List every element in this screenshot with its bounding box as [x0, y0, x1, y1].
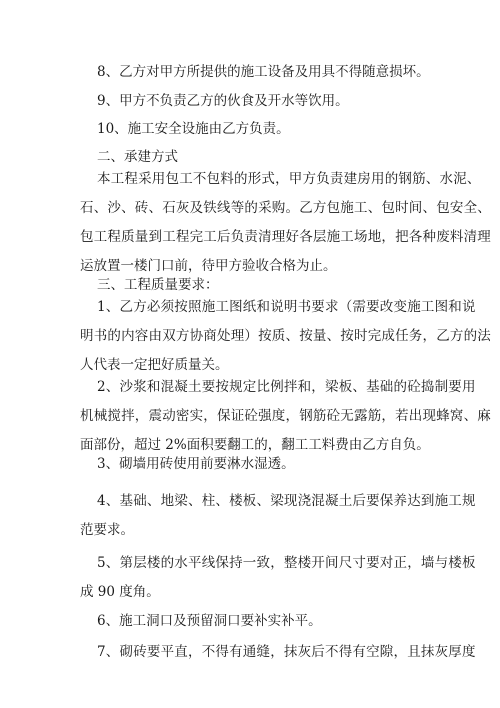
- paragraph-requirement-6: [0, 607, 500, 636]
- text-line: 人代表一定把好质量关。: [80, 357, 229, 373]
- text-line: 3、砌墙用砖使用前要淋水湿透。: [97, 456, 295, 472]
- paragraph-item-10: [0, 115, 500, 144]
- text-line: 4、基础、地梁、柱、楼板、梁现浇混凝土后要保养达到施工规: [97, 493, 476, 509]
- text-line: 6、施工洞口及预留洞口要补实补平。: [97, 613, 322, 629]
- text-line: 2、沙浆和混凝土要按规定比例拌和，梁板、基础的砼捣制要用: [97, 379, 476, 395]
- paragraph-requirement-1: [0, 293, 500, 380]
- paragraph-item-8: [0, 58, 500, 87]
- paragraph-construction-method: [0, 165, 500, 281]
- paragraph-requirement-4: [0, 487, 500, 545]
- text-line: 范要求。: [80, 522, 134, 538]
- text-line: 机械搅拌，震动密实，保证砼强度，钢筋砼无露筋，若出现蜂窝、麻: [80, 408, 491, 424]
- text-line: 1、乙方必须按照施工图纸和说明书要求（需要改变施工图和说: [97, 299, 476, 315]
- text-line: 8、乙方对甲方所提供的施工设备及用具不得随意损坏。: [97, 64, 430, 80]
- text-line: 明书的内容由双方协商处理）按质、按量、按时完成任务，乙方的法: [80, 328, 491, 344]
- section-heading-text: 二、承建方式: [97, 149, 178, 165]
- text-line: 7、砌砖要平直，不得有通缝，抹灰后不得有空隙，且抹灰厚度: [97, 644, 476, 660]
- paragraph-requirement-7: [0, 638, 500, 667]
- section-heading-text: 三、工程质量要求：: [97, 277, 219, 293]
- text-line: 10、施工安全设施由乙方负责。: [97, 121, 290, 137]
- paragraph-requirement-2: [0, 373, 500, 460]
- paragraph-requirement-5: [0, 549, 500, 607]
- text-line: 运放置一楼门口前，待甲方验收合格为止。: [80, 258, 337, 274]
- paragraph-item-9: [0, 87, 500, 116]
- text-line: 成 90 度角。: [80, 584, 160, 600]
- text-line: 面部份，超过 2%面积要翻工的，翻工工料费由乙方自负。: [80, 437, 430, 453]
- text-line: 5、第层楼的水平线保持一致，整楼开间尺寸要对正，墙与楼板: [97, 555, 476, 571]
- paragraph-requirement-3: [0, 450, 500, 479]
- text-line: 本工程采用包工不包料的形式，甲方负责建房用的钢筋、水泥、: [97, 171, 481, 187]
- text-line: 9、甲方不负责乙方的伙食及开水等饮用。: [97, 93, 349, 109]
- text-line: 包工程质量到工程完工后负责清理好各层施工场地，把各种废料清理: [80, 229, 491, 245]
- text-line: 石、沙、砖、石灰及铁线等的采购。乙方包施工、包时间、包安全、: [80, 200, 491, 216]
